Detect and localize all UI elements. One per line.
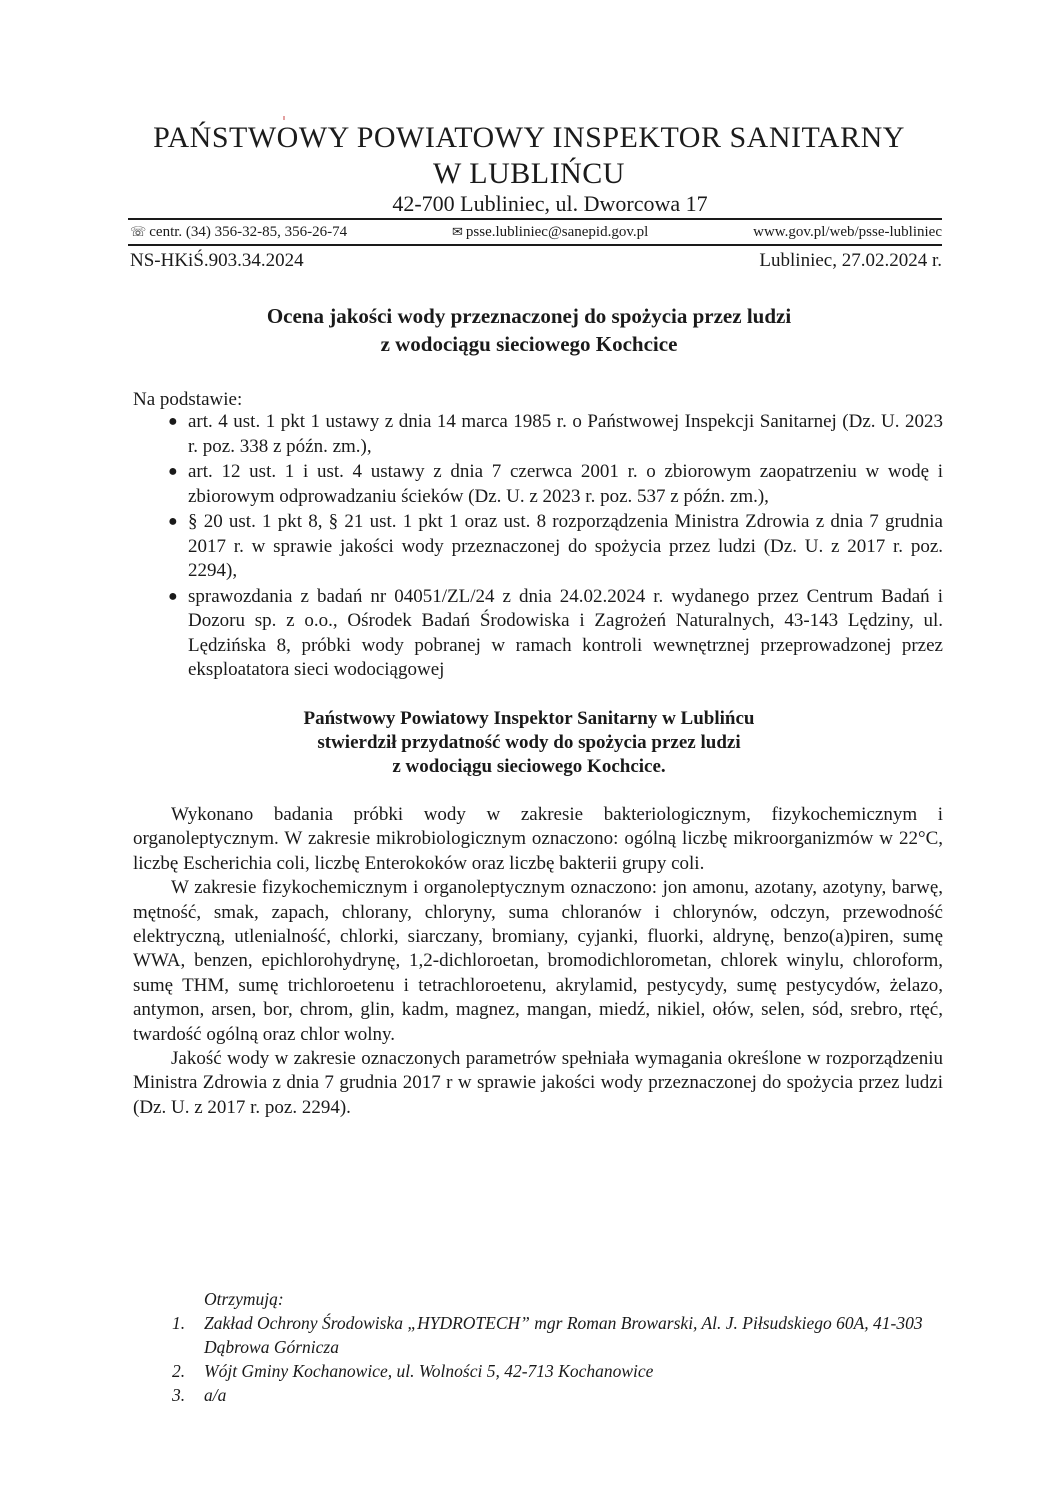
legal-basis-item: ● art. 4 ust. 1 pkt 1 ustawy z dnia 14 marca 1985 r. o Państwowej Inspekcji Sanitarnej (Dz. U. 2023 r. poz. 338 z późn. zm.), [168,411,943,457]
legal-basis-item: ● § 20 ust. 1 pkt 8, § 21 ust. 1 pkt 1 oraz ust. 8 rozporządzenia Ministra Zdrowia z dnia 7 grudnia 2017 r. w sprawie jakości wody przeznaczonej do spożycia przez ludzi (Dz. U. z 2017 r. poz. 2294), [168,511,943,581]
recipients-block [172,1287,952,1407]
legal-basis-item: ● sprawozdania z badań nr 04051/ZL/24 z dnia 24.02.2024 r. wydanego przez Centrum Badań i Dozoru sp. z o.o., Ośrodek Badań Środowiska i Zagrożeń Naturalnych, 43-143 Lędziny, ul. Lędzińska 8, próbki wody pobranej w ramach kontroli wewnętrznej przeprowadzonej przez eksploatatora sieci wodociągowej [168,585,943,680]
authority-address: 42-700 Lubliniec, ul. Dworcowa 17 [392,191,708,216]
legal-basis-intro: Na podstawie: [133,389,243,410]
reference-number: NS-HKiŚ.903.34.2024 [130,250,304,271]
mail-icon: ✉ [451,224,463,239]
contact-row [130,222,942,242]
reference-row [130,248,942,274]
email-address[interactable]: psse.lubliniec@sanepid.gov.pl [465,224,649,240]
recipient-item: 2. Wójt Gminy Kochanowice, ul. Wolności 5, 42-713 Kochanowice [172,1361,654,1381]
bullet-dot-icon: ● [168,463,178,480]
legal-basis-item: ● art. 12 ust. 1 i ust. 4 ustawy z dnia 7 czerwca 2001 r. o zbiorowym zaopatrzeniu w wodę i zbiorowym odprowadzaniu ścieków (Dz. U. z 2023 r. poz. 537 z późn. zm.), [168,461,943,507]
document-title-line1: Ocena jakości wody przeznaczonej do spożycia przez ludzi [266,304,792,328]
bullet-dot-icon: ● [168,413,178,430]
phone-contact [130,222,347,242]
place-date: Lubliniec, 27.02.2024 r. [759,250,942,271]
recipients-heading: Otrzymują: [204,1289,284,1309]
legal-basis-list [133,410,943,684]
authority-name: PAŃSTWOWY POWIATOWY INSPEKTOR SANITARNY [153,121,905,154]
decision-line1: Państwowy Powiatowy Inspektor Sanitarny w Lublińcu [303,708,755,729]
telephone-icon: ☏ [130,224,147,239]
phone-numbers: centr. (34) 356-32-85, 356-26-74 [149,224,348,240]
findings-conclusion: Jakość wody w zakresie oznaczonych parametrów spełniała wymagania określone w rozporządzeniu Ministra Zdrowia z dnia 7 grudnia 2017 r w sprawie jakości wody przeznaczonej do spożycia przez ludzi (Dz. U. z 2017 r. poz. 2294). [133,1048,943,1118]
findings-body [133,803,943,1120]
website-link[interactable]: www.gov.pl/web/psse-lubliniec [753,224,942,240]
bullet-dot-icon: ● [168,513,178,530]
email-contact[interactable] [452,222,648,242]
authority-location: W LUBLIŃCU [433,157,625,190]
decision-line2: stwierdził przydatność wody do spożycia przez ludzi [317,732,741,753]
bullet-dot-icon: ● [168,587,178,605]
recipient-item: 1. Zakład Ochrony Środowiska „HYDROTECH” mgr Roman Browarski, Al. J. Piłsudskiego 60A, 41-303 Dąbrowa Górnicza [172,1313,923,1357]
header-divider-top [128,218,942,220]
document-title [0,302,1058,358]
findings-microbiology: Wykonano badania próbki wody w zakresie bakteriologicznym, fizykochemicznym i organoleptycznym. W zakresie mikrobiologicznym oznaczono: ogólną liczbę mikroorganizmów w 22°C, liczbę Escherichia coli, liczbę Enterokoków oraz liczbę bakterii grupy coli. [133,804,943,874]
decision-statement [0,707,1058,779]
recipient-item: 3. a/a [172,1385,227,1405]
document-title-line2: z wodociągu sieciowego Kochcice [380,332,678,356]
header-divider-bottom [128,244,942,246]
recipients-list [172,1311,952,1407]
decision-line3: z wodociągu sieciowego Kochcice. [392,756,666,777]
findings-physicochemical: W zakresie fizykochemicznym i organoleptycznym oznaczono: jon amonu, azotany, azotyny, barwę, mętność, smak, zapach, chlorany, chloryny, suma chloranów i chlorynów, odczyn, przewodność elektryczną, utlenialność, chlorki, siarczany, bromiany, cyjanki, fluorki, aldrynę, benzo(a)piren, sumę WWA, benzen, epichlorohydrynę, 1,2-dichloroetan, bromodichlorometan, chlorek winylu, chloroform, sumę THM, sumę trichloroetenu i tetrachloroetenu, akrylamid, pestycydy, sumę pestycydów, żelazo, antymon, arsen, bor, chrom, glin, kadm, magnez, mangan, miedź, nikiel, ołów, selen, sód, srebro, rtęć, twardość ogólną oraz chlor wolny. [133,877,943,1045]
